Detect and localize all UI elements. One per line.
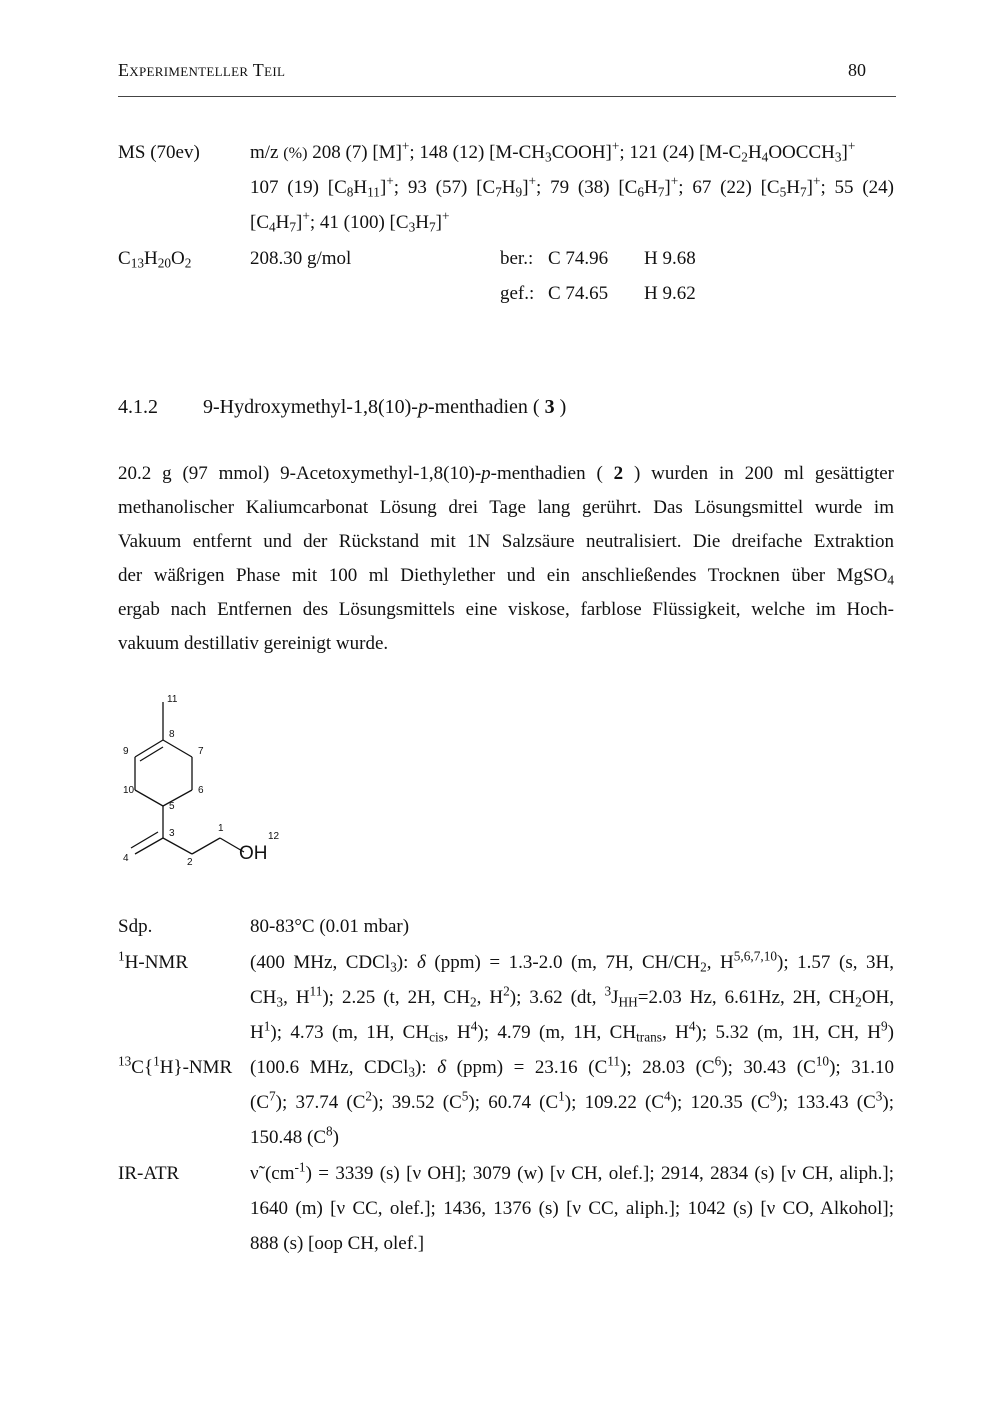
ms-line-3: $[C_4H_7]^+$; 41 (100) $[C_3H_7]^+$ (250, 208, 450, 235)
paragraph-line-6: vakuum destillativ gereinigt wurde. (118, 633, 389, 654)
found-label: gef.: (500, 283, 535, 304)
atom-label-8: 8 (169, 729, 175, 740)
atom-label-2: 2 (187, 857, 193, 868)
bond-8-7 (163, 740, 192, 757)
bond-3-4 (135, 838, 163, 854)
atom-label-9: 9 (123, 746, 129, 757)
atom-label-12: 12 (268, 831, 280, 842)
hnmr-line-2: $CH_3$, $H^{11}$); 2.25 (t, 2H, $CH_2$, $H^2$); 3.62 (dt, $^3J_{HH}=2.03$ Hz, 6.61Hz, 2H, $CH_2OH$, (250, 983, 895, 1010)
bp-label: Sdp. (118, 916, 153, 937)
atom-label-5: 5 (169, 801, 175, 812)
bond-5-10 (135, 790, 163, 806)
ms-line-1: m/z (%) 208 (7) [M]+; 148 (12) $[M-CH_3COOH]^+$; 121 (24) $[M-C_2H_4OOCCH_3]^+$ (250, 138, 856, 165)
section-number: 4.1.2 (118, 396, 158, 418)
paragraph-line-3: Vakuum entfernt und der Rückstand mit 1N Salzsäure neutralisiert. Die dreifache Extraktion (118, 531, 894, 552)
bond-9-8-double (140, 747, 163, 761)
found-h: H 9.62 (644, 283, 696, 304)
atom-label-11: 11 (167, 694, 178, 705)
ms-label: MS (70ev) (118, 142, 200, 163)
bond-9-8 (135, 740, 163, 757)
hnmr-line-1: (400 MHz, CDCl$_3$): δ (ppm) = 1.3-2.0 (m, 7H, $CH/CH_2$, H$^{5,6,7,10}$); 1.57 (s, 3H, (250, 948, 894, 975)
section-title-text: 9-Hydroxymethyl-1,8(10)-p-menthadien ( 3 ) (203, 396, 567, 418)
section-heading (118, 396, 566, 419)
cnmr-line-1: (100.6 MHz, CDCl$_3$): δ (ppm) = 23.16 $(C^{11})$; 28.03 $(C^6)$; 30.43 $(C^{10})$; 31.10 (250, 1053, 894, 1080)
ir-line-2: 1640 (m) [ν CC, olef.]; 1436, 1376 (s) [ν CC, aliph.]; 1042 (s) [ν CO, Alkohol]; (250, 1198, 894, 1219)
paragraph-line-2: methanolischer Kaliumcarbonat Lösung drei Tage lang gerührt. Das Lösungsmittel wurde im (118, 497, 894, 518)
atom-label-1: 1 (218, 823, 224, 834)
atom-label-7: 7 (198, 746, 204, 757)
ir-line-1: ν̃ $(cm^{-1}) = 3339$ (s) [ν OH]; 3079 (w) [ν CH, olef.]; 2914, 2834 (s) [ν CH, aliph.]; (250, 1159, 894, 1184)
hnmr-line-3: $H^1$); 4.73 (m, 1H, $CH_{cis}$, $H^4$); 4.79 (m, 1H, $CH_{trans}$, $H^4$); 5.32 (m, 1H, CH, $H^9$) (250, 1018, 894, 1045)
header-title: Experimenteller Teil (118, 60, 286, 80)
atom-label-6: 6 (198, 785, 204, 796)
structure-bonds (131, 702, 244, 854)
formula-label: $C_{13}H_{20}O_2$ (118, 248, 192, 271)
page-header (118, 58, 896, 97)
bond-3-2 (163, 838, 192, 854)
bond-3-4-double (131, 832, 158, 848)
cnmr-label: $^{13}$C{$^1$H}-NMR (118, 1053, 233, 1078)
ir-line-3: 888 (s) [oop CH, olef.] (250, 1233, 425, 1254)
atom-label-3: 3 (169, 828, 175, 839)
molar-mass: 208.30 g/mol (250, 248, 352, 269)
bp-value: 80-83°C (0.01 mbar) (250, 916, 410, 937)
atom-numbers (123, 694, 280, 868)
paragraph-line-4: der wäßrigen Phase mit 100 ml Diethylether und ein anschließendes Trocknen über MgSO$_4$ (118, 565, 894, 588)
oh-label: OH (239, 843, 268, 864)
calc-h: H 9.68 (644, 248, 696, 269)
cnmr-line-3: 150.48 $(C^8)$ (250, 1123, 339, 1148)
ir-label: IR-ATR (118, 1163, 180, 1184)
hnmr-label: $^1$H-NMR (118, 948, 188, 973)
atom-label-10: 10 (123, 785, 135, 796)
atom-label-4: 4 (123, 853, 129, 864)
paragraph-line-1: 20.2 g (97 mmol) 9-Acetoxymethyl-1,8(10)-p-menthadien ( 2 ) wurden in 200 ml gesättigter (118, 463, 894, 484)
chemical-structure (110, 688, 290, 878)
bond-6-5 (163, 790, 192, 806)
cnmr-line-2: $(C^7)$; 37.74 $(C^2)$; 39.52 $(C^5)$; 60.74 $(C^1)$; 109.22 $(C^4)$; 120.35 $(C^9)$; 133.43 $(C^3)$; (250, 1088, 895, 1113)
ms-line-2: 107 (19) $[C_8H_{11}]^+$; 93 (57) $[C_7H_9]^+$; 79 (38) $[C_6H_7]^+$; 67 (22) $[C_5H_7]^+$; 55 (24) (250, 173, 894, 200)
calc-c: C 74.96 (548, 248, 609, 269)
found-c: C 74.65 (548, 283, 609, 304)
page-number: 80 (848, 60, 866, 80)
bond-2-1 (192, 838, 220, 854)
paragraph-line-5: ergab nach Entfernen des Lösungsmittels eine viskose, farblose Flüssigkeit, welche im Hoch- (118, 599, 894, 620)
calc-label: ber.: (500, 248, 534, 269)
